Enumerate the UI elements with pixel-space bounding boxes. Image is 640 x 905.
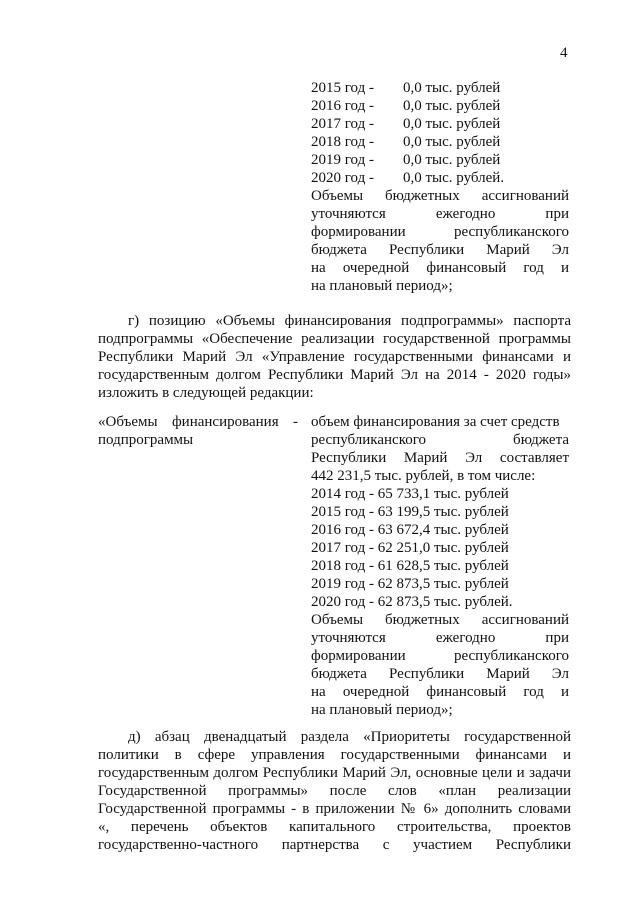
year-row (311, 115, 511, 133)
page-number: 4 (560, 45, 568, 61)
paragraph-line: государственным долгом Республики Марий Эл, основные цели и задачи (98, 765, 571, 781)
paragraph-line: политики в сфере управления государственными финансами и (98, 747, 571, 763)
note-line: Объемы бюджетных ассигнований (311, 188, 569, 204)
top-financing-block (311, 79, 569, 295)
year-label: 2017 год - (311, 116, 374, 132)
note-line: Объемы бюджетных ассигнований (311, 612, 569, 628)
paragraph-d (98, 728, 571, 854)
year-line: 2015 год - 63 199,5 тыс. рублей (311, 504, 509, 520)
year-line: 2020 год - 62 873,5 тыс. рублей. (311, 594, 513, 610)
year-row (311, 79, 511, 97)
year-label: 2018 год - (311, 134, 374, 150)
paragraph-line: «, перечень объектов капитального строительства, проектов (98, 819, 571, 835)
year-value: 0,0 тыс. рублей (403, 98, 501, 114)
note-line: на плановый период»; (311, 702, 453, 718)
year-label: 2020 год - (311, 170, 374, 186)
note-line: на плановый период»; (311, 278, 453, 294)
label-line: подпрограммы (98, 432, 194, 448)
paragraph-line: государственным долгом Республики Марий Эл на 2014 - 2020 годы» (98, 367, 571, 383)
financing-label (98, 413, 298, 449)
financing-content (311, 413, 569, 719)
paragraph-line: Государственной программы» после слов «план реализации (98, 783, 571, 799)
year-line: 2018 год - 61 628,5 тыс. рублей (311, 558, 509, 574)
note-line: формировании республиканского (311, 224, 569, 240)
paragraph-line: государственно-частного партнерства с участием Республики (98, 837, 571, 853)
intro-line: Республики Марий Эл составляет (311, 450, 569, 466)
intro-line: республиканского бюджета (311, 432, 569, 448)
year-row (311, 97, 511, 115)
year-value: 0,0 тыс. рублей (403, 80, 501, 96)
label-line: «Объемы финансирования - (98, 414, 298, 430)
note-line: уточняются ежегодно при (311, 206, 569, 222)
year-value: 0,0 тыс. рублей. (403, 170, 505, 186)
year-line: 2016 год - 63 672,4 тыс. рублей (311, 522, 509, 538)
year-value: 0,0 тыс. рублей (403, 116, 501, 132)
year-value: 0,0 тыс. рублей (403, 152, 501, 168)
paragraph-line: Республики Марий Эл «Управление государственными финансами и (98, 349, 571, 365)
intro-line: объем финансирования за счет средств (311, 414, 560, 430)
paragraph-line: изложить в следующей редакции: (98, 385, 314, 401)
note-line: формировании республиканского (311, 648, 569, 664)
year-value: 0,0 тыс. рублей (403, 134, 501, 150)
note-line: бюджета Республики Марий Эл (311, 242, 569, 258)
year-line: 2014 год - 65 733,1 тыс. рублей (311, 486, 509, 502)
intro-line: 442 231,5 тыс. рублей, в том числе: (311, 468, 536, 484)
paragraph-line: Государственной программы - в приложении № 6» дополнить словами (98, 801, 571, 817)
year-row (311, 133, 511, 151)
year-label: 2019 год - (311, 152, 374, 168)
year-label: 2015 год - (311, 80, 374, 96)
paragraph-g (98, 312, 571, 402)
note-line: уточняются ежегодно при (311, 630, 569, 646)
year-line: 2019 год - 62 873,5 тыс. рублей (311, 576, 509, 592)
paragraph-line: д) абзац двенадцатый раздела «Приоритеты государственной (128, 729, 571, 745)
year-line: 2017 год - 62 251,0 тыс. рублей (311, 540, 509, 556)
year-row (311, 169, 511, 187)
note-line: на очередной финансовый год и (311, 260, 569, 276)
note-line: бюджета Республики Марий Эл (311, 666, 569, 682)
year-label: 2016 год - (311, 98, 374, 114)
note-line: на очередной финансовый год и (311, 684, 569, 700)
paragraph-line: г) позицию «Объемы финансирования подпрограммы» паспорта (128, 313, 571, 329)
year-row (311, 151, 511, 169)
paragraph-line: подпрограммы «Обеспечение реализации государственной программы (98, 331, 571, 347)
